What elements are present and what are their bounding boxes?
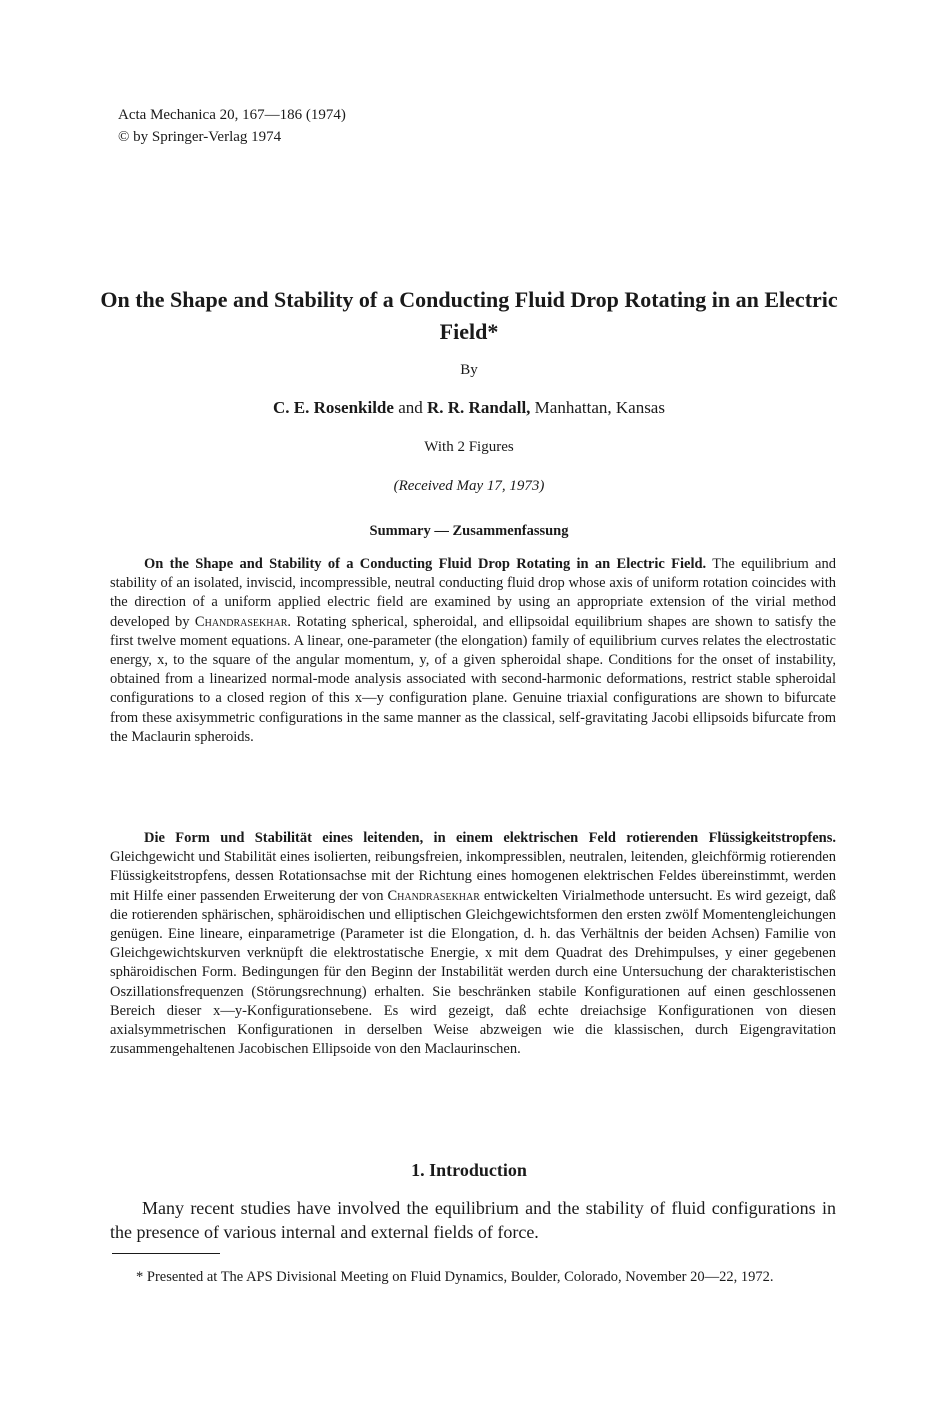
footnote: * Presented at The APS Divisional Meeting on Fluid Dynamics, Boulder, Colorado, November 20—22, 1972. (136, 1269, 774, 1285)
received-date: (Received May 17, 1973) (393, 478, 545, 494)
author-location: Manhattan, Kansas (534, 398, 665, 417)
abstract-german (110, 829, 836, 1059)
abstract-english-title: On the Shape and Stability of a Conducting Fluid Drop Rotating in an Electric Field. (144, 556, 707, 572)
author-reference-chandrasekhar-de: Chandrasekhar (387, 887, 480, 904)
footnote-divider (112, 1253, 220, 1254)
abstract-german-title: Die Form und Stabilität eines leitenden, in einem elektrischen Feld rotierenden Flüssigkeitstropfens. (144, 830, 836, 846)
introduction-paragraph: Many recent studies have involved the equilibrium and the stability of fluid configurations in the presence of various internal and external fields of force. (110, 1198, 836, 1242)
author-line (0, 398, 938, 418)
author-conjunction: and (398, 398, 423, 417)
summary-heading: Summary — Zusammenfassung (369, 523, 569, 539)
abstract-german-text-2: entwickelten Virialmethode untersucht. Es wird gezeigt, daß die rotierenden sphärischen, sphäroidischen und elliptischen Gleichgewichtsformen den ersten zwölf Momentengleichungen genügen. Eine lineare, einparametrige (Parameter ist die Elongation, d. h. das Verhältnis der beiden Achsen) Familie von Gleichgewichtskurven verknüpft die elektrostatische Energie, x mit dem Quadrat des Drehimpulses, y einer gegebenen sphäroidischen Form. Bedingungen für den Beginn der Instabilität werden durch eine Untersuchung der charakteristischen Oszillationsfrequenzen (Störungsrechnung) erhalten. Sie beschränken stabile Konfigurationen auf einen geschlossenen Bereich dieser x—y-Konfigurationsebene. Es wird gezeigt, daß echte dreiachsige Konfigurationen von diesen axialsymmetrischen Konfigurationen in derselben Weise abzweigen wie die klassischen, durch Eigengravitation zusammengehaltenen Jacobischen Ellipsoide von den Maclaurinschen. (110, 887, 836, 1058)
abstract-english (110, 555, 836, 747)
journal-citation: Acta Mechanica 20, 167—186 (1974) (118, 107, 346, 123)
author-rosenkilde: C. E. Rosenkilde (273, 398, 394, 417)
section-heading-introduction: 1. Introduction (411, 1160, 527, 1180)
author-reference-chandrasekhar: Chandrasekhar (194, 613, 288, 630)
journal-header (118, 104, 346, 148)
article-title: On the Shape and Stability of a Conducting Fluid Drop Rotating in an Electric Field* (100, 287, 838, 344)
abstract-german-text-1: Gleichgewicht und Stabilität eines isolierten, reibungsfreien, inkompressiblen, neutralen, leitenden, gleichförmig rotierenden Flüssigkeitstropfens, dessen Rotationsachse mit der Richtung eines homogenen elektrischen Feldes übereinstimmt, werden mit Hilfe einer passenden Erweiterung der von (110, 849, 836, 904)
figure-count: With 2 Figures (424, 439, 514, 455)
journal-copyright: © by Springer-Verlag 1974 (118, 129, 282, 145)
abstract-english-text-1: The equilibrium and stability of an isolated, inviscid, incompressible, neutral conducting fluid drop whose axis of uniform rotation coincides with the direction of a uniform applied electric field are examined by using an appropriate extension of the virial method developed by (110, 556, 836, 630)
byline-by: By (460, 362, 478, 378)
author-randall: R. R. Randall, (426, 398, 531, 417)
abstract-english-text-2: . Rotating spherical, spheroidal, and ellipsoidal equilibrium shapes are shown to satisfy the first twelve moment equations. A linear, one-parameter (the elongation) family of equilibrium curves relates the electrostatic energy, x, to the square of the angular momentum, y, of a given spheroidal shape. Conditions for the onset of instability, obtained from a linearized normal-mode analysis associated with second-harmonic deformations, restrict stable spheroidal configurations to a closed region of this x—y configuration plane. Genuine triaxial configurations are shown to bifurcate from these axisymmetric configurations in the same manner as the classical, self-gravitating Jacobi ellipsoids bifurcate from the Maclaurin spheroids. (110, 613, 836, 745)
